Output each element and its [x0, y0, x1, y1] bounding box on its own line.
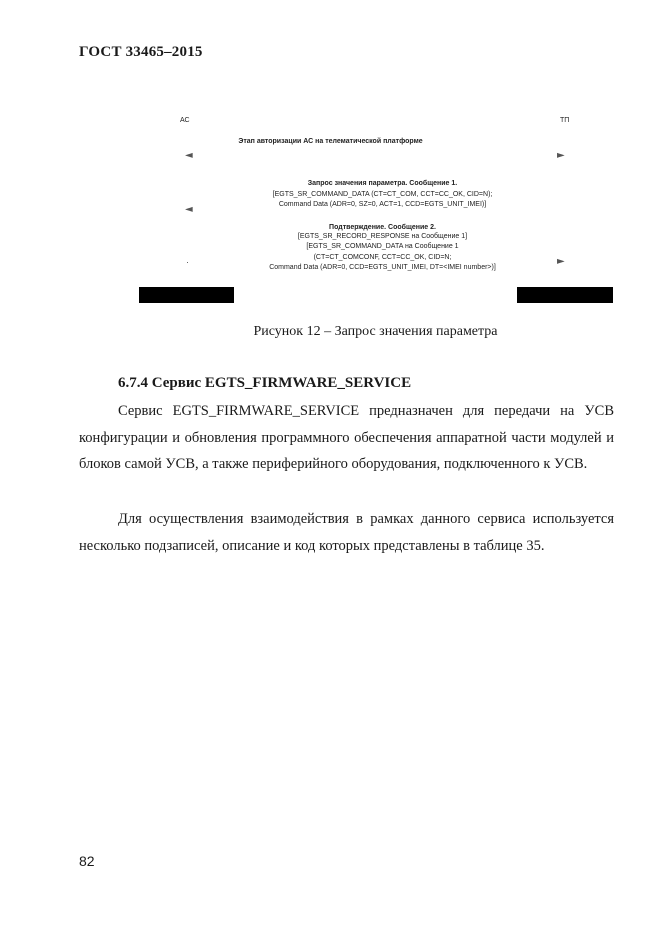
document-header: ГОСТ 33465–2015 [79, 44, 203, 60]
request-title: Запрос значения параметра. Сообщение 1. [307, 180, 458, 187]
stage-title: Этап авторизации АС на телематической платформе [238, 138, 423, 145]
confirm-line-3: (CT=CT_COMCONF, CCT=CC_OK, CID=N; [313, 254, 452, 261]
party-tp-block [517, 287, 613, 303]
confirm-line-2: [EGTS_SR_COMMAND_DATA на Сообщение 1 [306, 243, 459, 250]
paragraph-1: Сервис EGTS_FIRMWARE_SERVICE предназначен для передачи на УСВ конфигурации и обновления программного обеспечения аппаратной части модулей и блоков самой УСВ, а также периферийного оборудования, подключенного к УСВ. [79, 403, 614, 472]
arrow-right-icon: ► [557, 150, 565, 161]
confirm-line-1: [EGTS_SR_RECORD_RESPONSE на Сообщение 1] [297, 233, 468, 240]
request-line-1: [EGTS_SR_COMMAND_DATA (CT=CT_COM, CCT=CC_OK, CID=N); [272, 191, 493, 198]
confirm-title: Подтверждение. Сообщение 2. [329, 224, 436, 231]
request-line-2: Command Data (ADR=0, SZ=0, ACT=1, CCD=EGTS_UNIT_IMEI)] [278, 201, 487, 208]
paragraph-2: Для осуществления взаимодействия в рамках данного сервиса используется несколько подзаписей, описание и код которых представлены в таблице 35. [79, 511, 614, 554]
arrow-right-icon: ► [557, 256, 565, 267]
arrow-left-icon: ◄ [185, 150, 193, 161]
lifeline-dot [187, 262, 188, 263]
party-as-block [139, 287, 234, 303]
page-number: 82 [79, 853, 95, 869]
sequence-diagram [0, 0, 661, 320]
confirm-line-4: Command Data (ADR=0, CCD=EGTS_UNIT_IMEI, DT=<IMEI number>)] [269, 264, 496, 271]
figure-caption: Рисунок 12 – Запрос значения параметра [253, 324, 498, 339]
section-title: 6.7.4 Сервис EGTS_FIRMWARE_SERVICE [118, 375, 412, 391]
arrow-left-icon: ◄ [185, 204, 193, 215]
party-tp-label: ТП [560, 117, 570, 124]
party-as-label: АС [180, 117, 190, 124]
